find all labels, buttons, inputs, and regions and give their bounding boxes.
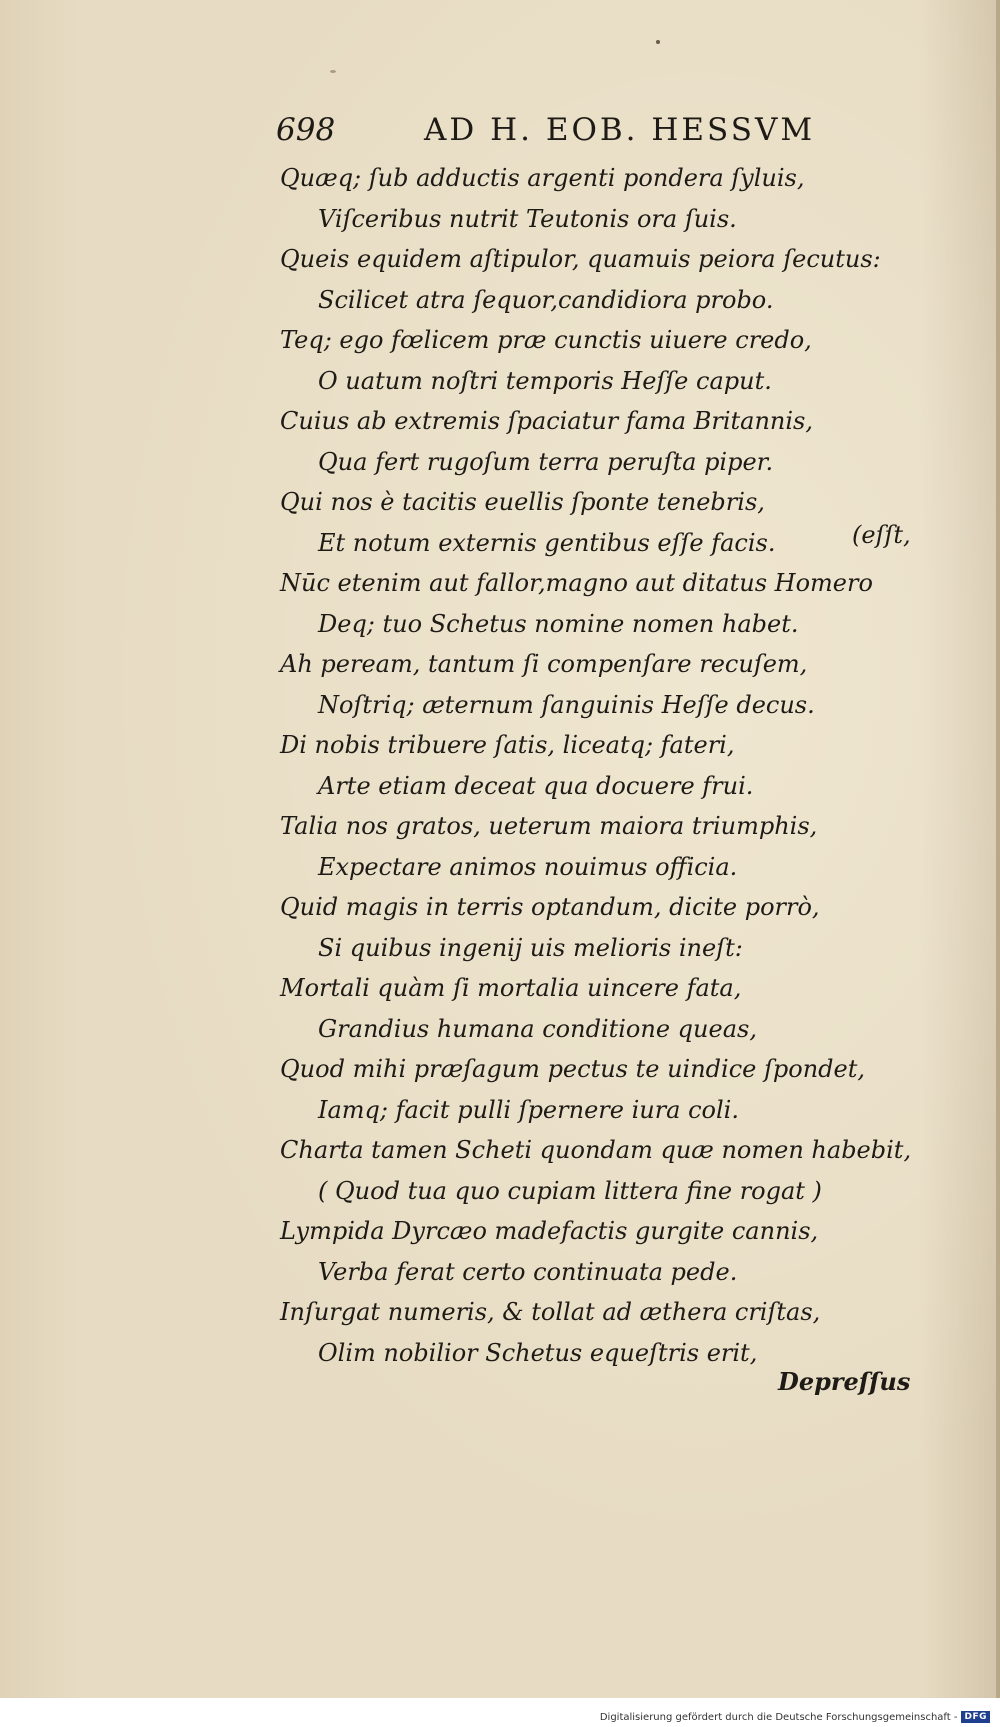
catchword: Depreſſus bbox=[778, 1367, 911, 1396]
hexameter-line: Talia nos gratos, ueterum maiora triumphis, bbox=[280, 812, 818, 840]
pentameter-line: ( Quod tua quo cupiam littera fine rogat ) bbox=[318, 1176, 822, 1205]
hexameter-line: Lympida Dyrcæo madefactis gurgite cannis, bbox=[280, 1217, 819, 1245]
ink-speck bbox=[656, 40, 660, 44]
running-head: AD H. EOB. HESSVM bbox=[424, 112, 816, 148]
hexameter-line: Inſurgat numeris, & tollat ad æthera criſtas, bbox=[280, 1298, 821, 1326]
hexameter-line: Quid magis in terris optandum, dicite porrò, bbox=[280, 893, 820, 921]
pentameter-line: O uatum noſtri temporis Heſſe caput. bbox=[318, 366, 772, 395]
dfg-logo: DFG bbox=[961, 1711, 990, 1723]
pentameter-line: Si quibus ingenij uis melioris ineſt: bbox=[318, 933, 743, 962]
credit-text: Digitalisierung gefördert durch die Deutsche Forschungsgemeinschaft - bbox=[599, 1711, 958, 1723]
hexameter-line: Charta tamen Scheti quondam quæ nomen habebit, bbox=[280, 1136, 912, 1164]
margin-note: (eſſt, bbox=[852, 521, 911, 549]
hexameter-line: Di nobis tribuere ſatis, liceatq; fateri, bbox=[280, 731, 735, 759]
pentameter-line: Iamq; facit pulli ſpernere iura coli. bbox=[318, 1095, 739, 1124]
hexameter-line: Quod mihi præſagum pectus te uindice ſpondet, bbox=[280, 1055, 865, 1083]
pentameter-line: Scilicet atra ſequor,candidiora probo. bbox=[318, 285, 774, 314]
hexameter-line: Nūc etenim aut fallor,magno aut ditatus Homero bbox=[280, 569, 873, 597]
pentameter-line: Qua fert rugoſum terra peruſta piper. bbox=[318, 447, 774, 476]
hexameter-line: Quæq; ſub adductis argenti pondera ſyluis, bbox=[280, 164, 805, 192]
pentameter-line: Deq; tuo Schetus nomine nomen habet. bbox=[318, 609, 799, 638]
pentameter-line: Arte etiam deceat qua docuere frui. bbox=[318, 771, 754, 800]
pentameter-line: Et notum externis gentibus eſſe facis. bbox=[318, 528, 776, 557]
page-header bbox=[276, 108, 836, 158]
pentameter-line: Expectare animos nouimus officia. bbox=[318, 852, 738, 881]
hexameter-line: Cuius ab extremis ſpaciatur fama Britannis, bbox=[280, 407, 813, 435]
page-edge bbox=[996, 0, 1000, 1698]
pentameter-line: Viſceribus nutrit Teutonis ora ſuis. bbox=[318, 204, 737, 233]
hexameter-line: Mortali quàm ſi mortalia uincere fata, bbox=[280, 974, 742, 1002]
pentameter-line: Olim nobilior Schetus equeſtris erit, bbox=[318, 1338, 758, 1367]
digitization-credit bbox=[600, 1711, 990, 1723]
hexameter-line: Ah peream, tantum ſi compenſare recuſem, bbox=[280, 650, 808, 678]
hexameter-line: Queis equidem aſtipulor, quamuis peiora ſecutus: bbox=[280, 245, 881, 273]
hexameter-line: Qui nos è tacitis euellis ſponte tenebris, bbox=[280, 488, 765, 516]
hexameter-line: Teq; ego fœlicem præ cunctis uiuere credo, bbox=[280, 326, 812, 354]
pentameter-line: Grandius humana conditione queas, bbox=[318, 1014, 757, 1043]
ink-speck bbox=[330, 70, 336, 73]
pentameter-line: Verba ferat certo continuata pede. bbox=[318, 1257, 738, 1286]
pentameter-line: Noſtriq; æternum ſanguinis Heſſe decus. bbox=[318, 690, 815, 719]
page-number: 698 bbox=[276, 112, 336, 148]
